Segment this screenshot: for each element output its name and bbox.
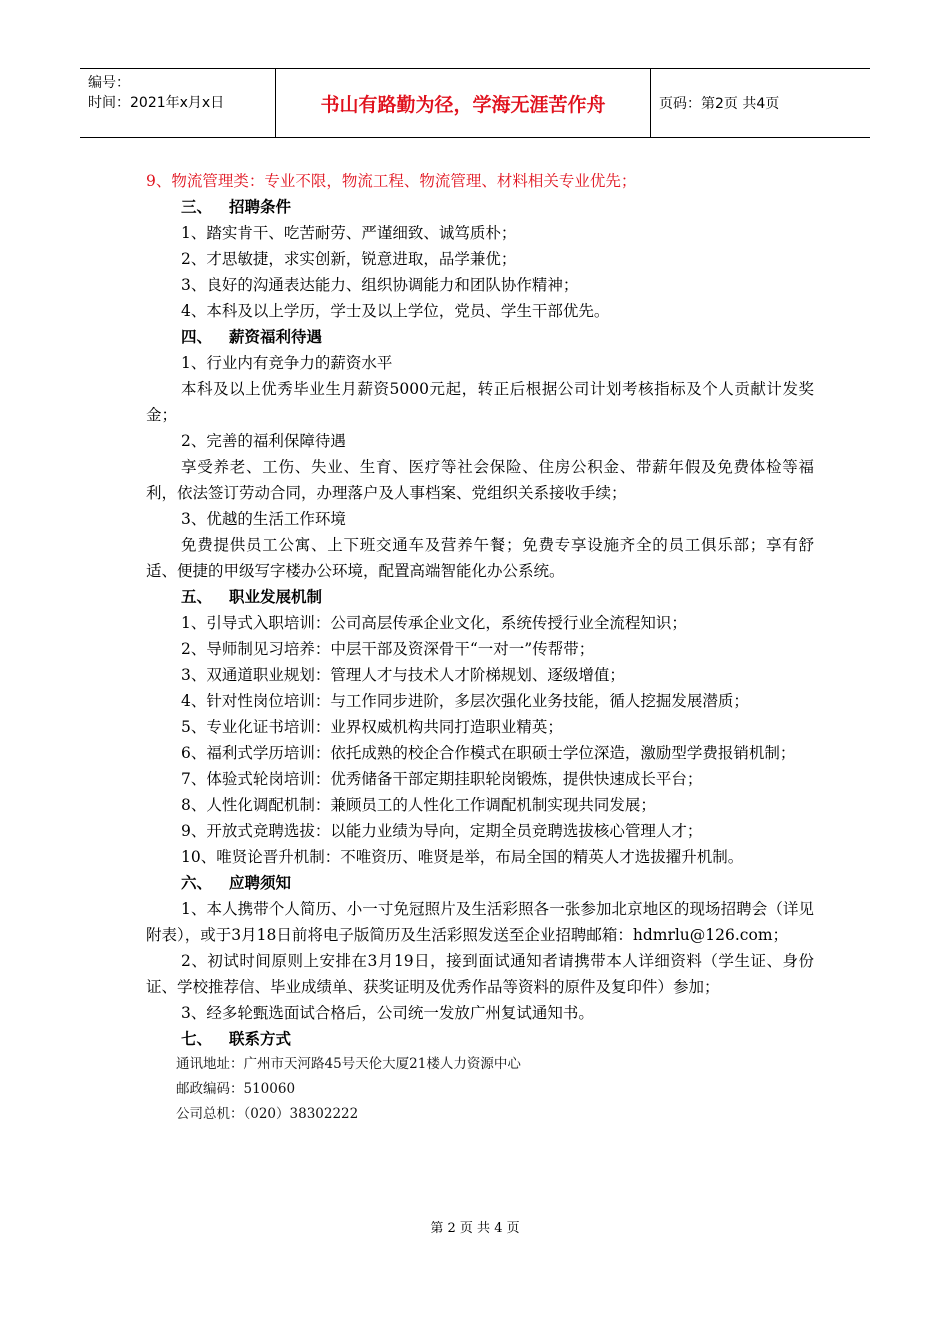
paragraph: 免费提供员工公寓、上下班交通车及营养午餐；免费专享设施齐全的员工俱乐部；享有舒适、便捷的甲级写字楼办公环境，配置高端智能化办公系统。 (146, 536, 814, 580)
list-item: 8、人性化调配机制：兼顾员工的人性化工作调配机制实现共同发展； (181, 796, 656, 814)
list-item: 2、才思敏捷，求实创新，锐意进取，品学兼优； (181, 250, 517, 268)
page-header (80, 68, 870, 138)
list-item: 1、本人携带个人简历、小一寸免冠照片及生活彩照各一张参加北京地区的现场招聘会（详见附表），或于3月18日前将电子版简历及生活彩照发送至企业招聘邮箱：hdmrlu@126.com； (146, 900, 814, 944)
section-heading-application-notes (146, 870, 814, 896)
list-item: 3、双通道职业规划：管理人才与技术人才阶梯规划、逐级增值； (181, 666, 625, 684)
contact-postcode: 邮政编码：510060 (176, 1081, 296, 1097)
section-number: 六、 (181, 874, 213, 892)
section-title: 联系方式 (229, 1030, 292, 1048)
list-item: 2、初试时间原则上安排在3月19日，接到面试通知者请携带本人详细资料（学生证、身份证、学校推荐信、毕业成绩单、获奖证明及优秀作品等资料的原件及复印件）参加； (146, 952, 814, 996)
contact-phone: 公司总机：（020）38302222 (176, 1106, 359, 1122)
section-title: 招聘条件 (229, 198, 292, 216)
section-heading-recruit-conditions (146, 194, 814, 220)
list-item: 1、踏实肯干、吃苦耐劳、严谨细致、诚笃质朴； (181, 224, 517, 242)
document-body (146, 168, 814, 1127)
logistics-major-line: 9、物流管理类：专业不限，物流工程、物流管理、材料相关专业优先； (146, 172, 637, 190)
list-item: 10、唯贤论晋升机制：不唯资历、唯贤是举，布局全国的精英人才选拔擢升机制。 (181, 848, 744, 866)
list-item: 1、引导式入职培训：公司高层传承企业文化，系统传授行业全流程知识； (181, 614, 687, 632)
subsection-title: 3、优越的生活工作环境 (181, 510, 346, 528)
list-item: 3、经多轮甄选面试合格后，公司统一发放广州复试通知书。 (181, 1004, 594, 1022)
list-item: 6、福利式学历培训：依托成熟的校企合作模式在职硕士学位深造，激励型学费报销机制； (181, 744, 796, 762)
section-title: 职业发展机制 (229, 588, 323, 606)
list-item: 9、开放式竞聘选拔：以能力业绩为导向，定期全员竞聘选拔核心管理人才； (181, 822, 703, 840)
contact-address: 通讯地址：广州市天河路45号天伦大厦21楼人力资源中心 (176, 1056, 521, 1072)
list-item: 4、本科及以上学历，学士及以上学位，党员、学生干部优先。 (181, 302, 610, 320)
section-number: 五、 (181, 588, 213, 606)
list-item: 3、良好的沟通表达能力、组织协调能力和团队协作精神； (181, 276, 579, 294)
section-heading-salary-benefits (146, 324, 814, 350)
paragraph: 本科及以上优秀毕业生月薪资5000元起，转正后根据公司计划考核指标及个人贡献计发奖金； (146, 380, 814, 424)
list-item: 4、针对性岗位培训：与工作同步进阶，多层次强化业务技能，循人挖掘发展潜质； (181, 692, 749, 710)
doc-time-label: 时间：2021年x月x日 (88, 95, 225, 111)
subsection-title: 1、行业内有竞争力的薪资水平 (181, 354, 393, 372)
header-meta (80, 69, 276, 137)
section-heading-career-development (146, 584, 814, 610)
subsection-title: 2、完善的福利保障待遇 (181, 432, 346, 450)
paragraph: 享受养老、工伤、失业、生育、医疗等社会保险、住房公积金、带薪年假及免费体检等福利，依法签订劳动合同，办理落户及人事档案、党组织关系接收手续； (146, 458, 814, 502)
section-heading-contact (146, 1026, 814, 1052)
section-number: 七、 (181, 1030, 213, 1048)
list-item: 2、导师制见习培养：中层干部及资深骨干“一对一”传帮带； (181, 640, 595, 658)
list-item: 7、体验式轮岗培训：优秀储备干部定期挂职轮岗锻炼，提供快速成长平台； (181, 770, 703, 788)
section-title: 应聘须知 (229, 874, 292, 892)
list-item: 5、专业化证书培训：业界权威机构共同打造职业精英； (181, 718, 563, 736)
section-number: 四、 (181, 328, 213, 346)
header-motto: 书山有路勤为径，学海无涯苦作舟 (276, 69, 651, 137)
section-title: 薪资福利待遇 (229, 328, 323, 346)
section-number: 三、 (181, 198, 213, 216)
header-page-number: 页码：第2页 共4页 (659, 96, 780, 112)
page-footer: 第 2 页 共 4 页 (430, 1221, 520, 1236)
doc-number-label: 编号： (88, 75, 130, 91)
